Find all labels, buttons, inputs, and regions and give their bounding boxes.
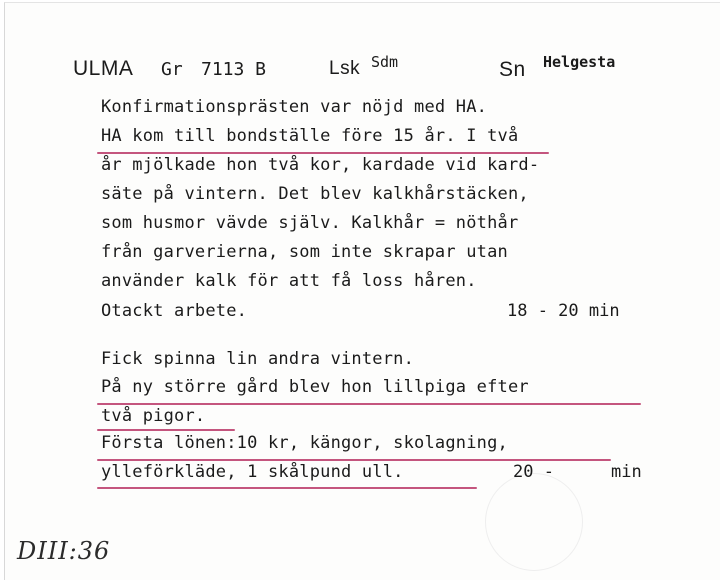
text-line: På ny större gård blev hon lillpiga efter — [101, 377, 529, 397]
text-line: år mjölkade hon två kor, kardade vid kard- — [101, 155, 540, 175]
ulma-label: ULMA — [73, 57, 134, 80]
archive-mark: DIII:36 — [17, 537, 111, 565]
text-line: Konfirmationsprästen var nöjd med HA. — [101, 97, 488, 117]
text-line: HA kom till bondställe före 15 år. I två — [101, 126, 519, 146]
sn-label: Sn — [499, 58, 526, 81]
gr-value: 7113 B — [201, 59, 267, 80]
text-line: Första lönen:10 kr, kängor, skolagning, — [101, 433, 508, 453]
underline — [97, 403, 641, 405]
time-estimate: 18 - 20 min — [507, 301, 620, 321]
text-line: ylleförkläde, 1 skålpund ull. — [101, 462, 404, 482]
text-line: säte på vintern. Det blev kalkhårstäcken, — [101, 184, 529, 204]
text-line: Otackt arbete. — [101, 301, 248, 321]
faint-stamp-circle — [485, 473, 583, 571]
gr-label: Gr — [161, 59, 183, 80]
underline — [97, 487, 477, 489]
text-line: två pigor. — [101, 406, 206, 426]
text-line: från garverierna, som inte skrapar utan — [101, 242, 508, 262]
lsk-label: Lsk — [329, 58, 361, 79]
underline — [97, 429, 235, 431]
text-line: använder kalk för att få loss håren. — [101, 271, 477, 291]
time-estimate-start: 20 - — [513, 462, 554, 482]
text-line: som husmor vävde själv. Kalkhår = nöthår — [101, 213, 519, 233]
underline — [97, 459, 611, 461]
time-estimate-unit: min — [611, 462, 642, 482]
sn-value: Helgesta — [543, 53, 616, 71]
text-line: Fick spinna lin andra vintern. — [101, 349, 415, 369]
lsk-value: Sdm — [371, 53, 399, 71]
underline — [97, 152, 549, 154]
index-card — [4, 2, 720, 580]
